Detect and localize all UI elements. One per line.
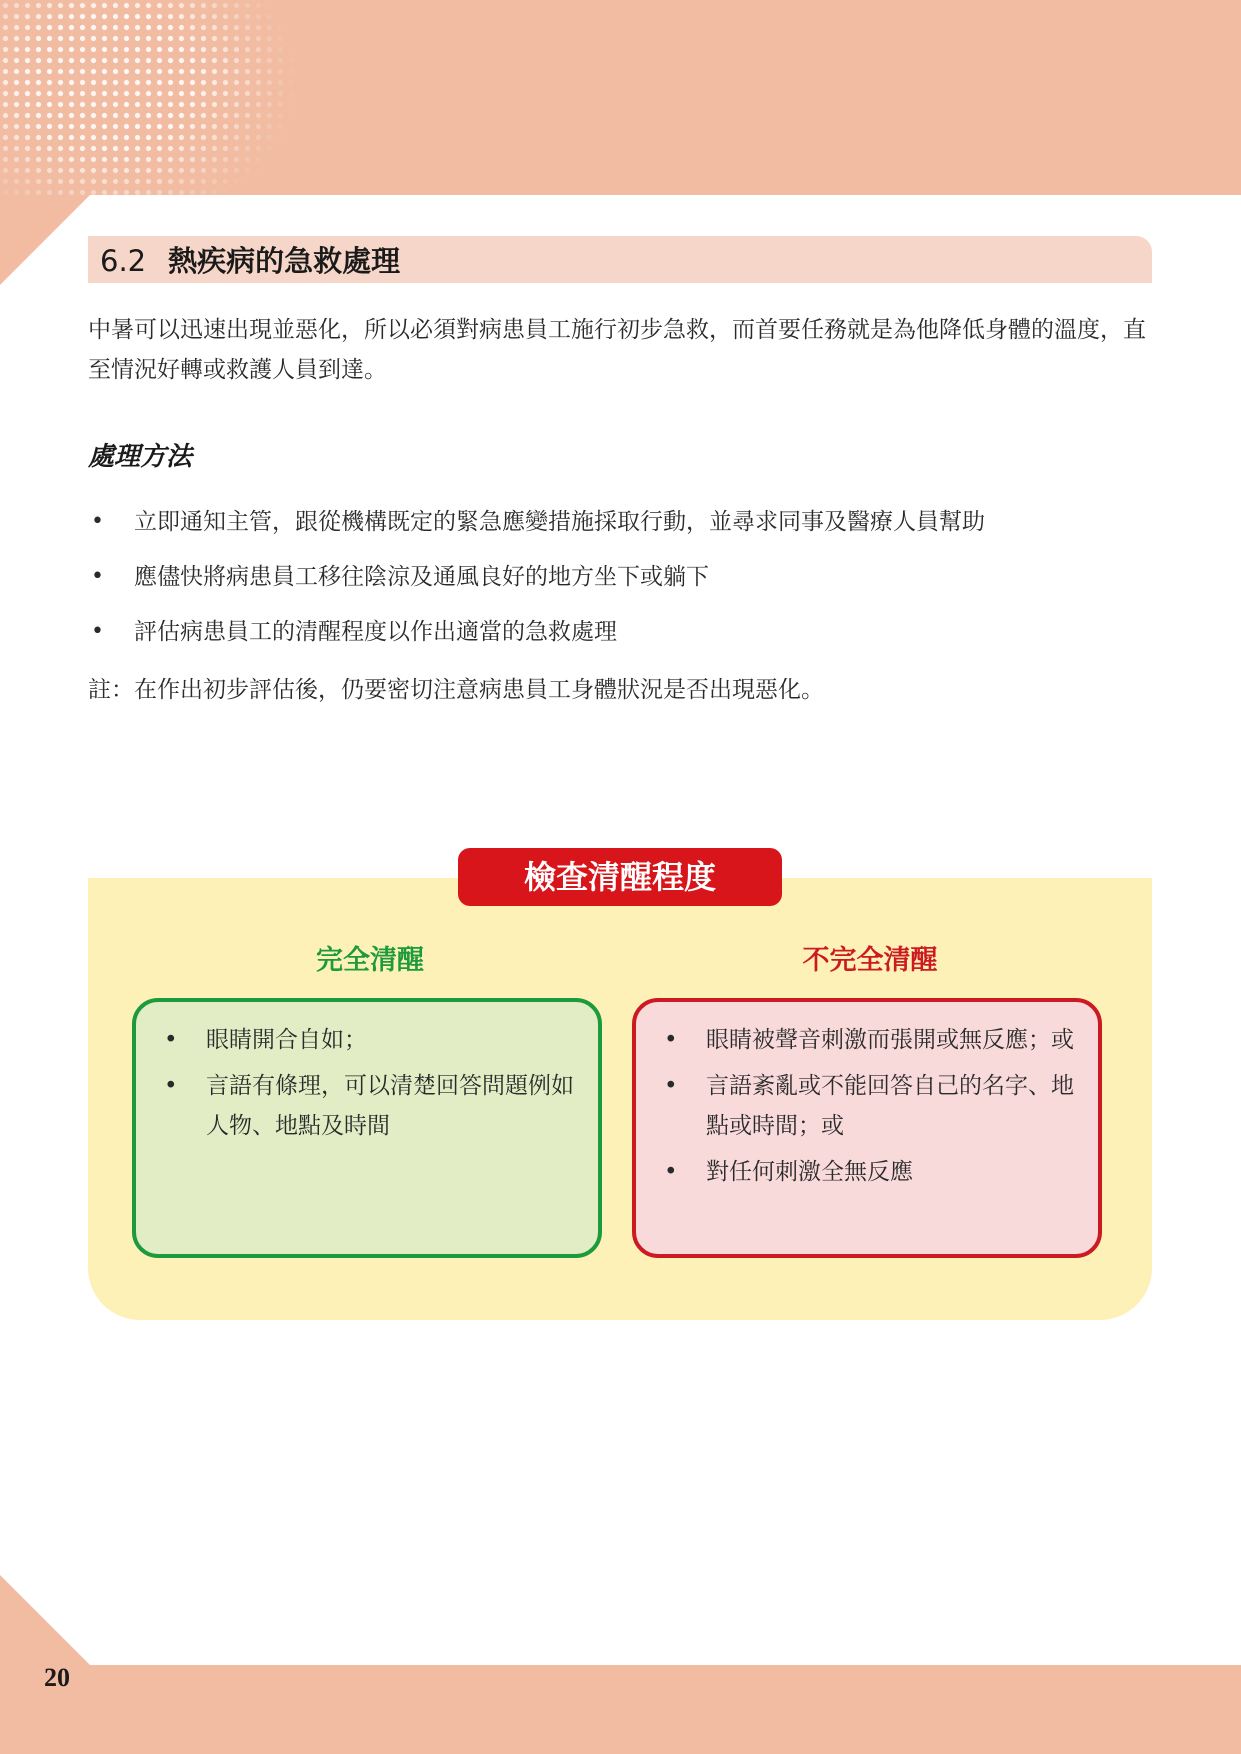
consciousness-header: 檢查清醒程度 — [458, 848, 782, 906]
list-item: • 眼睛開合自如； — [162, 1020, 574, 1060]
section-number: 6.2 — [100, 244, 147, 278]
bullet-icon: • — [91, 619, 104, 644]
list-item: • 立即通知主管，跟從機構既定的緊急應變措施採取行動，並尋求同事及醫療人員幫助 — [88, 506, 1168, 538]
bullet-icon: • — [664, 1159, 678, 1185]
list-item: • 對任何刺激全無反應 — [662, 1152, 1074, 1192]
list-item: • 評估病患員工的清醒程度以作出適當的急救處理 — [88, 616, 1168, 648]
bullet-icon: • — [164, 1073, 178, 1099]
not-fully-conscious-box — [632, 998, 1102, 1258]
bullet-icon: • — [664, 1073, 678, 1099]
fully-conscious-box — [132, 998, 602, 1258]
section-heading — [100, 241, 400, 281]
halftone-decoration — [0, 0, 320, 210]
method-bullet-list — [88, 506, 1168, 671]
footer-band — [0, 1665, 1241, 1754]
bullet-icon: • — [664, 1027, 678, 1053]
list-item: • 言語有條理，可以清楚回答問題例如人物、地點及時間 — [162, 1066, 574, 1146]
bullet-icon: • — [91, 564, 104, 589]
method-heading: 處理方法 — [88, 442, 193, 472]
bullet-icon: • — [91, 509, 104, 534]
list-item: • 言語紊亂或不能回答自己的名字、地點或時間；或 — [662, 1066, 1074, 1146]
fully-conscious-title: 完全清醒 — [316, 945, 424, 976]
bullet-icon: • — [164, 1027, 178, 1053]
intro-paragraph: 中暑可以迅速出現並惡化，所以必須對病患員工施行初步急救，而首要任務就是為他降低身體的溫度，直至情況好轉或救護人員到達。 — [88, 317, 1146, 383]
corner-triangle-top — [0, 195, 90, 285]
corner-triangle-bottom — [0, 1575, 90, 1665]
list-item: • 眼睛被聲音刺激而張開或無反應；或 — [662, 1020, 1074, 1060]
list-item: • 應儘快將病患員工移往陰涼及通風良好的地方坐下或躺下 — [88, 561, 1168, 593]
not-fully-conscious-title: 不完全清醒 — [802, 945, 938, 976]
section-title: 熱疾病的急救處理 — [168, 244, 401, 278]
note-text: 註：在作出初步評估後，仍要密切注意病患員工身體狀況是否出現惡化。 — [88, 677, 824, 703]
page-number: 20 — [44, 1663, 70, 1692]
